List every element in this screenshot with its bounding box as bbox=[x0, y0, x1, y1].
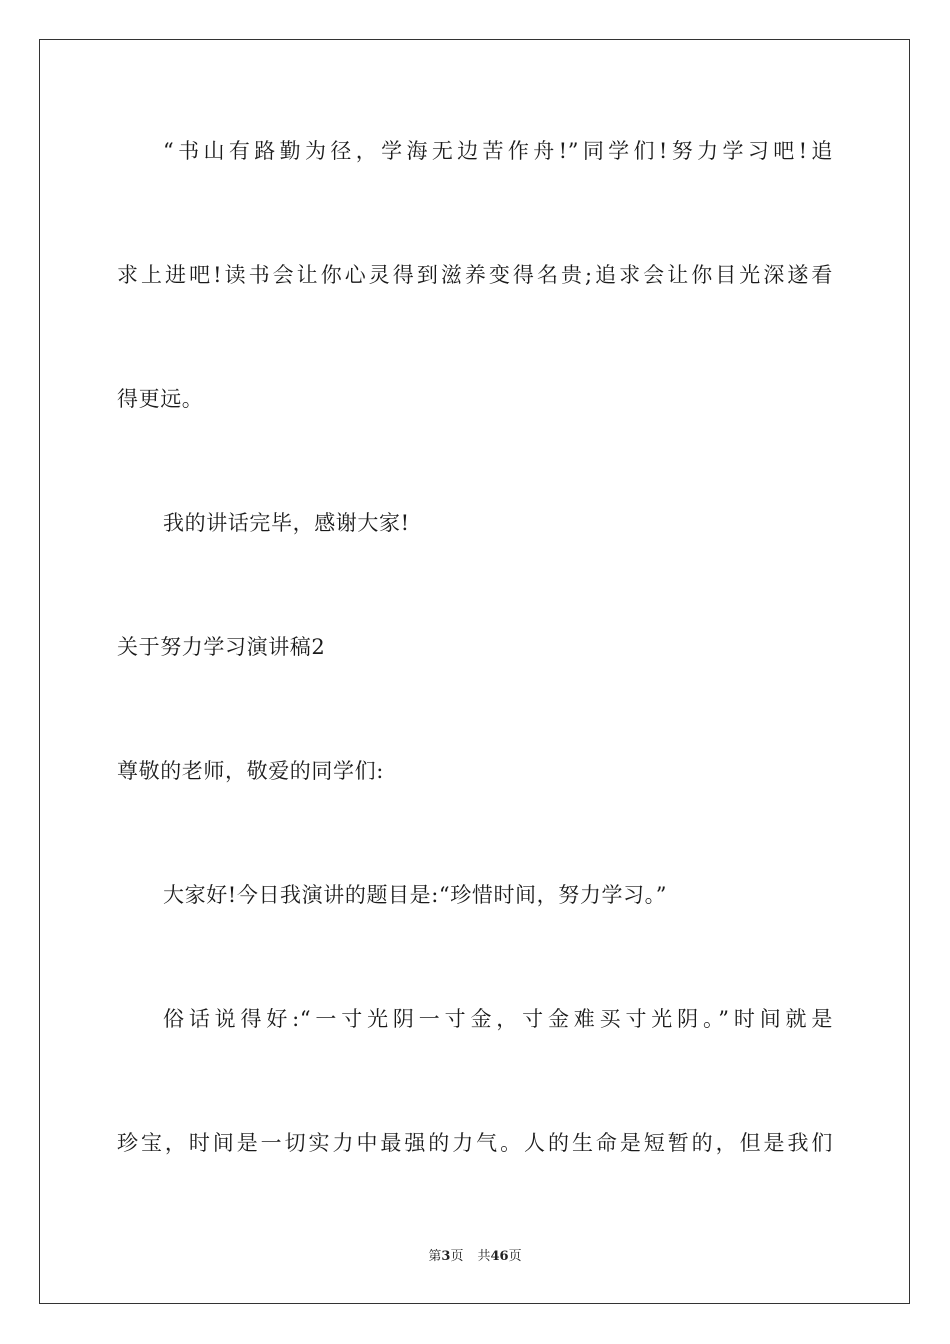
total-prefix: 共 bbox=[477, 1249, 491, 1264]
current-page-number: 3 bbox=[441, 1249, 451, 1264]
paragraph-line-1: “书山有路勤为径，学海无边苦作舟!”同学们!努力学习吧!追 bbox=[163, 139, 833, 163]
section-title: 关于努力学习演讲稿2 bbox=[117, 635, 326, 659]
page-prefix: 第 bbox=[428, 1249, 442, 1264]
paragraph-line-3: 得更远。 bbox=[117, 387, 204, 411]
paragraph-line-2: 求上进吧!读书会让你心灵得到滋养变得名贵;追求会让你目光深遂看 bbox=[117, 263, 833, 287]
page-border bbox=[39, 39, 910, 1304]
total-suffix: 页 bbox=[508, 1249, 522, 1264]
page-footer bbox=[0, 1248, 950, 1266]
paragraph-line-9: 珍宝，时间是一切实力中最强的力气。人的生命是短暂的，但是我们 bbox=[117, 1131, 833, 1155]
salutation: 尊敬的老师，敬爱的同学们: bbox=[117, 759, 384, 783]
greeting-line: 大家好!今日我演讲的题目是:“珍惜时间，努力学习。” bbox=[163, 883, 668, 907]
page-suffix: 页 bbox=[450, 1249, 464, 1264]
paragraph-line-8: 俗话说得好:“一寸光阴一寸金，寸金难买寸光阴。”时间就是 bbox=[163, 1007, 833, 1031]
closing-line: 我的讲话完毕，感谢大家! bbox=[163, 511, 410, 535]
total-page-count: 46 bbox=[490, 1249, 509, 1264]
